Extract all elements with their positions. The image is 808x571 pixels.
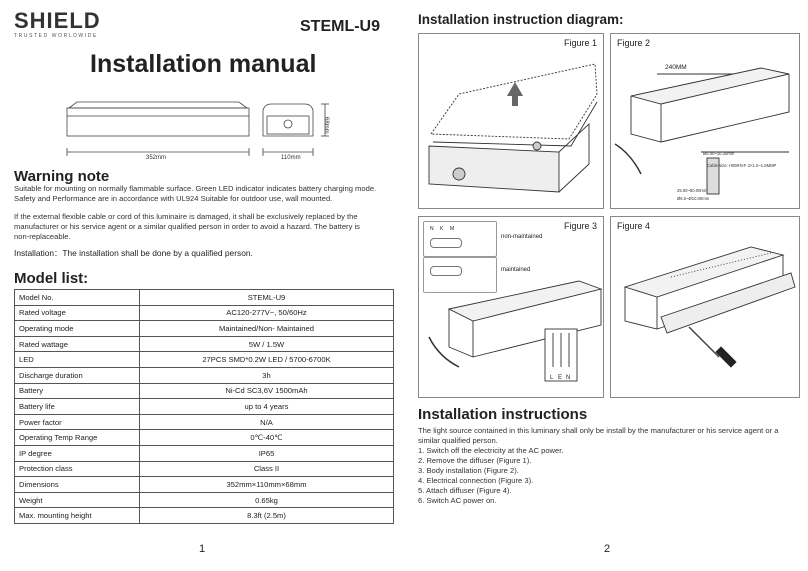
step-item: 4. Electrical connection (Figure 3).: [418, 476, 534, 485]
spec-value: IP65: [140, 445, 394, 461]
terminal-m: M: [450, 226, 455, 232]
page-number-left: 1: [199, 543, 206, 555]
spec-label: Dimensions: [15, 477, 140, 493]
figure-4-label: Figure 4: [617, 221, 651, 231]
spec-label: Operating mode: [15, 321, 140, 337]
figure-1-panel: [418, 33, 604, 209]
spec-label: Operating Temp Range: [15, 430, 140, 446]
spec-value: 27PCS SMD*0.2W LED / 5700-6700K: [140, 352, 394, 368]
spec-label: Rated voltage: [15, 305, 140, 321]
spec-value: 0.65kg: [140, 492, 394, 508]
model-table: [14, 289, 394, 524]
page-title: Installation manual: [90, 50, 317, 78]
table-row: [15, 336, 394, 352]
base-plate: [631, 68, 789, 104]
front-view-body: [67, 108, 249, 136]
figure-3-label: Figure 3: [563, 221, 597, 231]
non-maintained-label: non-maintained: [501, 234, 543, 240]
spec-value: 352mm×110mm×68mm: [140, 477, 394, 493]
figure-2-label: Figure 2: [617, 38, 651, 48]
intro-line: The light source contained in this luminary shall only be install by the manufacturer or his service agent or a: [418, 426, 779, 435]
table-row: [15, 383, 394, 399]
instructions-intro: [418, 426, 800, 446]
model-code: STEML-U9: [300, 18, 380, 35]
spec-label: Protection class: [15, 461, 140, 477]
fig2-note-2: Cable size: H05RN-F 2×1.0~1.5MMP: [707, 163, 777, 168]
table-row: [15, 445, 394, 461]
step-item: 3. Body installation (Figure 2).: [418, 466, 519, 475]
wiring-maintained: [423, 257, 497, 293]
instructions-steps: [418, 446, 800, 506]
logo-tagline: TRUSTED WORLDWIDE: [14, 33, 98, 39]
intro-line: similar qualified person.: [418, 436, 498, 445]
housing-body: [429, 146, 559, 192]
spec-label: LED: [15, 352, 140, 368]
jumper-icon: [430, 266, 462, 276]
warning-line: Suitable for mounting on normally flammable surface. Green LED indicator indicates battery charging mode.: [14, 184, 377, 193]
terminal-n: N: [430, 226, 434, 232]
spec-value: Maintained/Non- Maintained: [140, 321, 394, 337]
table-row: [15, 492, 394, 508]
spec-value: 3h: [140, 367, 394, 383]
dim-width: 110mm: [281, 155, 301, 161]
figure-3-panel: [418, 216, 604, 398]
figure-1-label: Figure 1: [563, 38, 597, 48]
table-row: [15, 399, 394, 415]
brand-logo: [14, 10, 101, 39]
diagram-heading: Installation instruction diagram:: [418, 12, 624, 27]
front-view-top: [69, 102, 247, 108]
model-list-heading: Model list:: [14, 270, 89, 287]
jumper-icon: [430, 238, 462, 248]
spec-label: Model No.: [15, 290, 140, 306]
instructions-heading: Installation instructions: [418, 406, 588, 423]
terminal-e: E: [558, 375, 563, 381]
table-row: [15, 461, 394, 477]
table-row: [15, 352, 394, 368]
spec-value: N/A: [140, 414, 394, 430]
spec-label: Battery: [15, 383, 140, 399]
figure-4-panel: [610, 216, 800, 398]
figure-2-illustration: [611, 34, 799, 208]
table-row: [15, 367, 394, 383]
spec-value: 8.3ft (2.5m): [140, 508, 394, 524]
warning-line: non-replaceable.: [14, 232, 71, 241]
table-row: [15, 321, 394, 337]
spec-label: Discharge duration: [15, 367, 140, 383]
screwdriver-icon: [689, 327, 737, 368]
page-number-right: 2: [604, 543, 611, 555]
dimension-drawing: [55, 96, 355, 166]
warning-text-2: [14, 212, 409, 242]
spec-value: 0℃-40℃: [140, 430, 394, 446]
warning-line: manufacturer or his service agent or a similar qualified person in order to avoid a hazard. The battery is: [14, 222, 360, 231]
table-row: [15, 477, 394, 493]
fig2-dimension: 240MM: [665, 64, 687, 71]
table-row: [15, 508, 394, 524]
warning-heading: Warning note: [14, 168, 110, 185]
warning-line: If the external flexible cable or cord of this luminaire is damaged, it shall be exclusively replaced by the: [14, 212, 358, 221]
step-item: 1. Switch off the electricity at the AC power.: [418, 446, 564, 455]
table-row: [15, 290, 394, 306]
spec-label: Rated wattage: [15, 336, 140, 352]
arrow-up-icon: [507, 82, 523, 106]
spec-label: Battery life: [15, 399, 140, 415]
table-row: [15, 430, 394, 446]
maintained-label: maintained: [501, 267, 531, 273]
spec-value: 5W / 1.5W: [140, 336, 394, 352]
spec-label: IP degree: [15, 445, 140, 461]
figure-2-panel: [610, 33, 800, 209]
figure-1-illustration: [419, 34, 603, 208]
terminal-l: L: [550, 375, 554, 381]
warning-line: Safety and Performance are in accordance with UL924 Suitable for outdoor use, wall mounted.: [14, 194, 333, 203]
dim-length: 352mm: [146, 155, 167, 161]
spec-label: Power factor: [15, 414, 140, 430]
dim-height: 68mm: [323, 117, 329, 134]
warning-text-1: [14, 184, 409, 204]
installer-note: Installation：The installation shall be done by a qualified person.: [14, 248, 253, 258]
step-item: 5. Attach diffuser (Figure 4).: [418, 486, 512, 495]
spec-value: Ni-Cd SC3,6V 1500mAh: [140, 383, 394, 399]
table-row: [15, 305, 394, 321]
fig2-note-1: Ø6.00~10.30mm: [703, 151, 735, 156]
fig2-note-4: Ø6.5~Ø10.00mm: [677, 196, 710, 201]
wiring-non-maintained: [423, 221, 497, 257]
spec-value: Class II: [140, 461, 394, 477]
table-row: [15, 414, 394, 430]
spec-label: Weight: [15, 492, 140, 508]
terminal-k: K: [440, 226, 444, 232]
spec-label: Max. mounting height: [15, 508, 140, 524]
terminal-n-bottom: N: [566, 375, 571, 381]
fig2-note-3: 25.00~50.00mm: [677, 188, 708, 193]
spec-value: up to 4 years: [140, 399, 394, 415]
spec-value: STEML-U9: [140, 290, 394, 306]
step-item: 6. Switch AC power on.: [418, 496, 497, 505]
step-item: 2. Remove the diffuser (Figure 1).: [418, 456, 532, 465]
logo-brand: SHIELD: [14, 8, 101, 33]
spec-value: AC120-277V~, 50/60Hz: [140, 305, 394, 321]
figure-4-illustration: [611, 217, 799, 397]
